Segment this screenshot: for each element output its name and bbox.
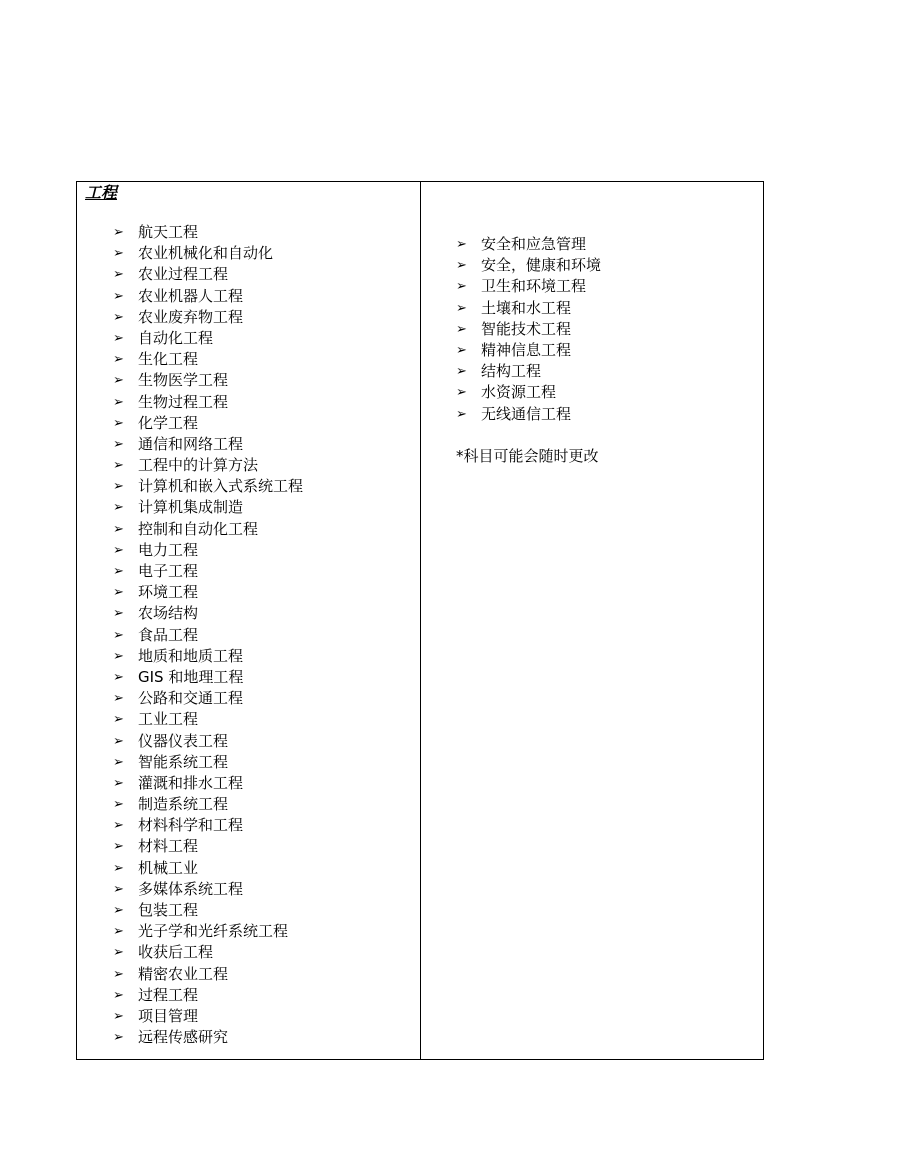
arrow-bullet-icon: ➢ bbox=[113, 330, 124, 346]
list-item bbox=[113, 646, 303, 667]
subject-label: 农业废弃物工程 bbox=[138, 307, 244, 326]
subject-label: 仪器仪表工程 bbox=[138, 731, 229, 750]
subject-label: 工业工程 bbox=[138, 710, 199, 729]
left-subject-list bbox=[113, 222, 303, 1048]
arrow-bullet-icon: ➢ bbox=[113, 458, 124, 474]
list-item bbox=[456, 382, 601, 403]
subject-label: 多媒体系统工程 bbox=[138, 879, 244, 898]
arrow-bullet-icon: ➢ bbox=[113, 1030, 124, 1046]
arrow-bullet-icon: ➢ bbox=[113, 267, 124, 283]
subject-label: 食品工程 bbox=[138, 625, 199, 644]
list-item bbox=[113, 985, 303, 1006]
list-item bbox=[113, 455, 303, 476]
arrow-bullet-icon: ➢ bbox=[113, 669, 124, 685]
list-item bbox=[113, 836, 303, 857]
arrow-bullet-icon: ➢ bbox=[113, 839, 124, 855]
arrow-bullet-icon: ➢ bbox=[113, 860, 124, 876]
subject-label: 制造系统工程 bbox=[138, 795, 229, 814]
arrow-bullet-icon: ➢ bbox=[456, 406, 467, 422]
left-column bbox=[77, 182, 421, 1059]
list-item bbox=[456, 255, 601, 276]
subject-label: 无线通信工程 bbox=[481, 404, 572, 423]
list-item bbox=[113, 497, 303, 518]
list-item bbox=[113, 942, 303, 963]
subject-label: 生物过程工程 bbox=[138, 392, 229, 411]
arrow-bullet-icon: ➢ bbox=[113, 1008, 124, 1024]
arrow-bullet-icon: ➢ bbox=[113, 542, 124, 558]
subject-label: 计算机和嵌入式系统工程 bbox=[138, 477, 304, 496]
arrow-bullet-icon: ➢ bbox=[456, 237, 467, 252]
arrow-bullet-icon: ➢ bbox=[456, 279, 467, 295]
arrow-bullet-icon: ➢ bbox=[113, 521, 124, 537]
subject-label: 生物医学工程 bbox=[138, 371, 229, 390]
subject-label: 工程中的计算方法 bbox=[138, 456, 259, 475]
subject-label: 收获后工程 bbox=[138, 943, 214, 962]
list-item bbox=[113, 858, 303, 879]
subject-label: 安全和应急管理 bbox=[481, 235, 587, 253]
subject-label: 材料科学和工程 bbox=[138, 816, 244, 835]
subject-label: 通信和网络工程 bbox=[138, 434, 244, 453]
list-item bbox=[113, 392, 303, 413]
subject-label: 地质和地质工程 bbox=[138, 646, 244, 665]
list-item bbox=[456, 276, 601, 297]
subject-label: 卫生和环境工程 bbox=[481, 277, 587, 296]
arrow-bullet-icon: ➢ bbox=[113, 775, 124, 791]
arrow-bullet-icon: ➢ bbox=[113, 648, 124, 664]
arrow-bullet-icon: ➢ bbox=[113, 352, 124, 368]
subject-label: 水资源工程 bbox=[481, 383, 557, 402]
arrow-bullet-icon: ➢ bbox=[113, 712, 124, 728]
list-item bbox=[456, 361, 601, 382]
arrow-bullet-icon: ➢ bbox=[113, 924, 124, 940]
list-item bbox=[113, 349, 303, 370]
arrow-bullet-icon: ➢ bbox=[113, 881, 124, 897]
arrow-bullet-icon: ➢ bbox=[113, 309, 124, 325]
subject-label: 生化工程 bbox=[138, 350, 199, 369]
list-item bbox=[113, 222, 303, 243]
arrow-bullet-icon: ➢ bbox=[113, 945, 124, 961]
arrow-bullet-icon: ➢ bbox=[113, 564, 124, 579]
list-item bbox=[113, 625, 303, 646]
list-item bbox=[113, 603, 303, 624]
subjects-table bbox=[76, 181, 764, 1060]
list-item bbox=[113, 519, 303, 540]
subject-label: 结构工程 bbox=[481, 362, 542, 381]
list-item bbox=[113, 328, 303, 349]
list-item bbox=[113, 964, 303, 985]
subject-label: 航天工程 bbox=[138, 223, 199, 241]
arrow-bullet-icon: ➢ bbox=[456, 364, 467, 380]
arrow-bullet-icon: ➢ bbox=[113, 500, 124, 516]
arrow-bullet-icon: ➢ bbox=[456, 342, 467, 358]
subject-label: 包装工程 bbox=[138, 901, 199, 919]
subject-label: 机械工业 bbox=[138, 858, 199, 877]
subject-label: 控制和自动化工程 bbox=[138, 519, 259, 538]
arrow-bullet-icon: ➢ bbox=[113, 479, 124, 495]
arrow-bullet-icon: ➢ bbox=[113, 818, 124, 834]
subject-label: 农业机器人工程 bbox=[138, 286, 244, 305]
subject-label: 安全，健康和环境 bbox=[481, 256, 602, 275]
list-item bbox=[113, 413, 303, 434]
right-subject-list bbox=[456, 234, 601, 425]
list-item bbox=[113, 540, 303, 561]
subject-label: 项目管理 bbox=[138, 1006, 199, 1025]
arrow-bullet-icon: ➢ bbox=[113, 225, 124, 240]
list-item bbox=[113, 879, 303, 900]
list-item bbox=[456, 404, 601, 425]
list-item bbox=[113, 561, 303, 582]
change-note: *科目可能会随时更改 bbox=[456, 447, 599, 465]
subject-label: 农业机械化和自动化 bbox=[138, 244, 274, 263]
list-item bbox=[456, 340, 601, 361]
list-item bbox=[113, 1006, 303, 1027]
subject-label: 灌溉和排水工程 bbox=[138, 773, 244, 792]
arrow-bullet-icon: ➢ bbox=[113, 797, 124, 813]
list-item bbox=[113, 264, 303, 285]
subject-label: 化学工程 bbox=[138, 413, 199, 432]
list-item bbox=[113, 307, 303, 328]
arrow-bullet-icon: ➢ bbox=[456, 300, 467, 316]
subject-label: 精密农业工程 bbox=[138, 964, 229, 983]
arrow-bullet-icon: ➢ bbox=[113, 436, 124, 452]
section-heading: 工程 bbox=[85, 183, 118, 202]
list-item bbox=[113, 243, 303, 264]
subject-label: GIS 和地理工程 bbox=[138, 667, 244, 686]
subject-label: 过程工程 bbox=[138, 985, 199, 1004]
list-item bbox=[113, 476, 303, 497]
arrow-bullet-icon: ➢ bbox=[113, 246, 124, 262]
list-item bbox=[113, 921, 303, 942]
subject-label: 智能技术工程 bbox=[481, 319, 572, 338]
list-item bbox=[113, 370, 303, 391]
arrow-bullet-icon: ➢ bbox=[113, 606, 124, 622]
list-item bbox=[113, 434, 303, 455]
arrow-bullet-icon: ➢ bbox=[113, 987, 124, 1003]
arrow-bullet-icon: ➢ bbox=[113, 415, 124, 431]
subject-label: 自动化工程 bbox=[138, 328, 214, 347]
arrow-bullet-icon: ➢ bbox=[113, 288, 124, 304]
arrow-bullet-icon: ➢ bbox=[113, 754, 124, 770]
arrow-bullet-icon: ➢ bbox=[113, 966, 124, 982]
list-item bbox=[113, 667, 303, 688]
arrow-bullet-icon: ➢ bbox=[113, 373, 124, 389]
subject-label: 农业过程工程 bbox=[138, 265, 229, 284]
subject-label: 电子工程 bbox=[138, 562, 199, 580]
arrow-bullet-icon: ➢ bbox=[456, 258, 467, 274]
arrow-bullet-icon: ➢ bbox=[456, 385, 467, 401]
subject-label: 光子学和光纤系统工程 bbox=[138, 922, 289, 941]
subject-label: 电力工程 bbox=[138, 540, 199, 559]
subject-label: 材料工程 bbox=[138, 837, 199, 856]
subject-label: 远程传感研究 bbox=[138, 1028, 229, 1047]
right-column bbox=[421, 182, 763, 1059]
list-item bbox=[113, 286, 303, 307]
list-item bbox=[113, 794, 303, 815]
subject-label: 公路和交通工程 bbox=[138, 689, 244, 708]
subject-label: 计算机集成制造 bbox=[138, 498, 244, 517]
list-item bbox=[113, 752, 303, 773]
subject-label: 农场结构 bbox=[138, 604, 199, 623]
arrow-bullet-icon: ➢ bbox=[113, 903, 124, 918]
arrow-bullet-icon: ➢ bbox=[113, 585, 124, 601]
list-item bbox=[456, 319, 601, 340]
list-item bbox=[113, 582, 303, 603]
list-item bbox=[113, 709, 303, 730]
subject-label: 智能系统工程 bbox=[138, 752, 229, 771]
list-item bbox=[113, 773, 303, 794]
list-item bbox=[113, 731, 303, 752]
list-item bbox=[456, 298, 601, 319]
arrow-bullet-icon: ➢ bbox=[113, 733, 124, 749]
subject-label: 环境工程 bbox=[138, 583, 199, 602]
subject-label: 土壤和水工程 bbox=[481, 298, 572, 317]
arrow-bullet-icon: ➢ bbox=[456, 321, 467, 337]
subject-label: 精神信息工程 bbox=[481, 340, 572, 359]
list-item bbox=[113, 815, 303, 836]
list-item bbox=[113, 1027, 303, 1048]
list-item bbox=[113, 688, 303, 709]
arrow-bullet-icon: ➢ bbox=[113, 394, 124, 410]
list-item bbox=[113, 900, 303, 921]
list-item bbox=[456, 234, 601, 255]
arrow-bullet-icon: ➢ bbox=[113, 691, 124, 707]
arrow-bullet-icon: ➢ bbox=[113, 627, 124, 643]
